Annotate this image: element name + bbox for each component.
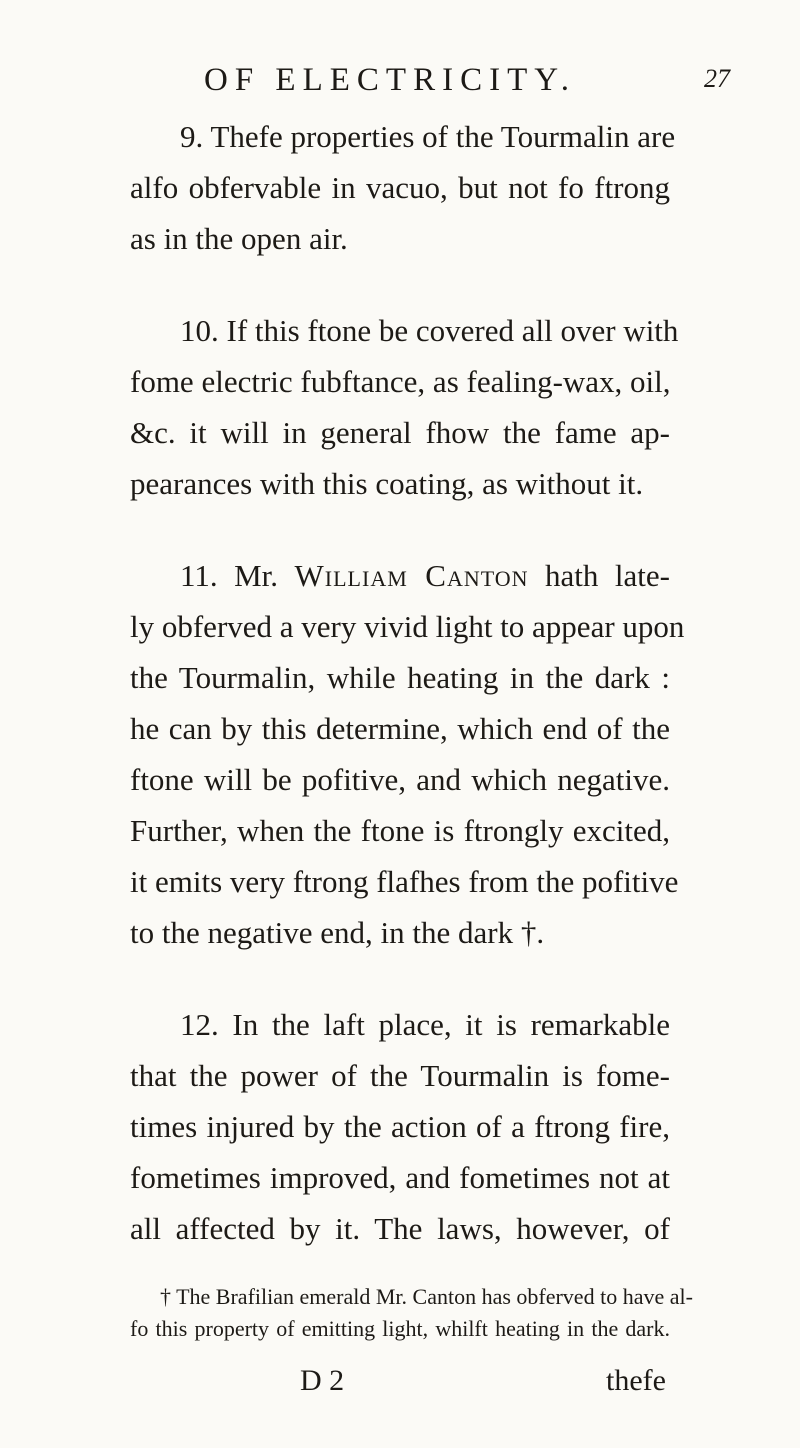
paragraph-9-line-3: as in the open air.	[130, 221, 348, 256]
paragraph-11-line-3: the Tourmalin, while heating in the dark :	[130, 660, 670, 695]
paragraph-10-line-1: 10. If this ftone be covered all over with	[180, 313, 679, 348]
paragraph-11-number: 11. Mr.	[180, 558, 279, 593]
paragraph-12-line-2: that the power of the Tourmalin is fome-	[130, 1058, 670, 1093]
catchword: thefe	[606, 1364, 666, 1397]
paragraph-11-line-2: ly obferved a very vivid light to appear upon	[130, 609, 685, 644]
paragraph-12-line-1: 12. In the laft place, it is remarkable	[180, 1007, 670, 1042]
page-header	[0, 62, 800, 102]
paragraph-11-line-5: ftone will be pofitive, and which negative.	[130, 762, 670, 797]
footnote-line-1: † The Brafilian emerald Mr. Canton has obferved to have al-	[160, 1284, 693, 1309]
paragraph-10-line-2: fome electric fubftance, as fealing-wax, oil,	[130, 364, 671, 399]
paragraph-11-line-4: he can by this determine, which end of the	[130, 711, 670, 746]
paragraph-11-line-8: to the negative end, in the dark †.	[130, 915, 545, 950]
paragraph-9-line-1: 9. Thefe properties of the Tourmalin are	[180, 119, 676, 154]
paragraph-12-line-3: times injured by the action of a ftrong fire,	[130, 1109, 670, 1144]
paragraph-11-line-1	[180, 556, 670, 596]
footnote-line-2: fo this property of emitting light, whilft heating in the dark.	[130, 1316, 670, 1341]
paragraph-10-line-4: pearances with this coating, as without it.	[130, 466, 644, 501]
running-head: OF ELECTRICITY.	[204, 62, 577, 98]
paragraph-11-line-6: Further, when the ftone is ftrongly excited,	[130, 813, 670, 848]
page-number: 27	[704, 64, 730, 93]
page-footer	[0, 1364, 800, 1404]
paragraph-10-line-3: &c. it will in general fhow the fame ap-	[130, 415, 670, 450]
paragraph-9-line-2: alfo obfervable in vacuo, but not fo ftrong	[130, 170, 670, 205]
signature-mark: D 2	[300, 1364, 345, 1397]
paragraph-12-line-4: fometimes improved, and fometimes not at	[130, 1160, 670, 1195]
paragraph-11-line-1-rest: hath late-	[545, 558, 670, 593]
paragraph-12-line-5: all affected by it. The laws, however, of	[130, 1211, 670, 1246]
person-name: William Canton	[294, 558, 529, 593]
paragraph-11-line-7: it emits very ftrong flafhes from the pofitive	[130, 864, 679, 899]
